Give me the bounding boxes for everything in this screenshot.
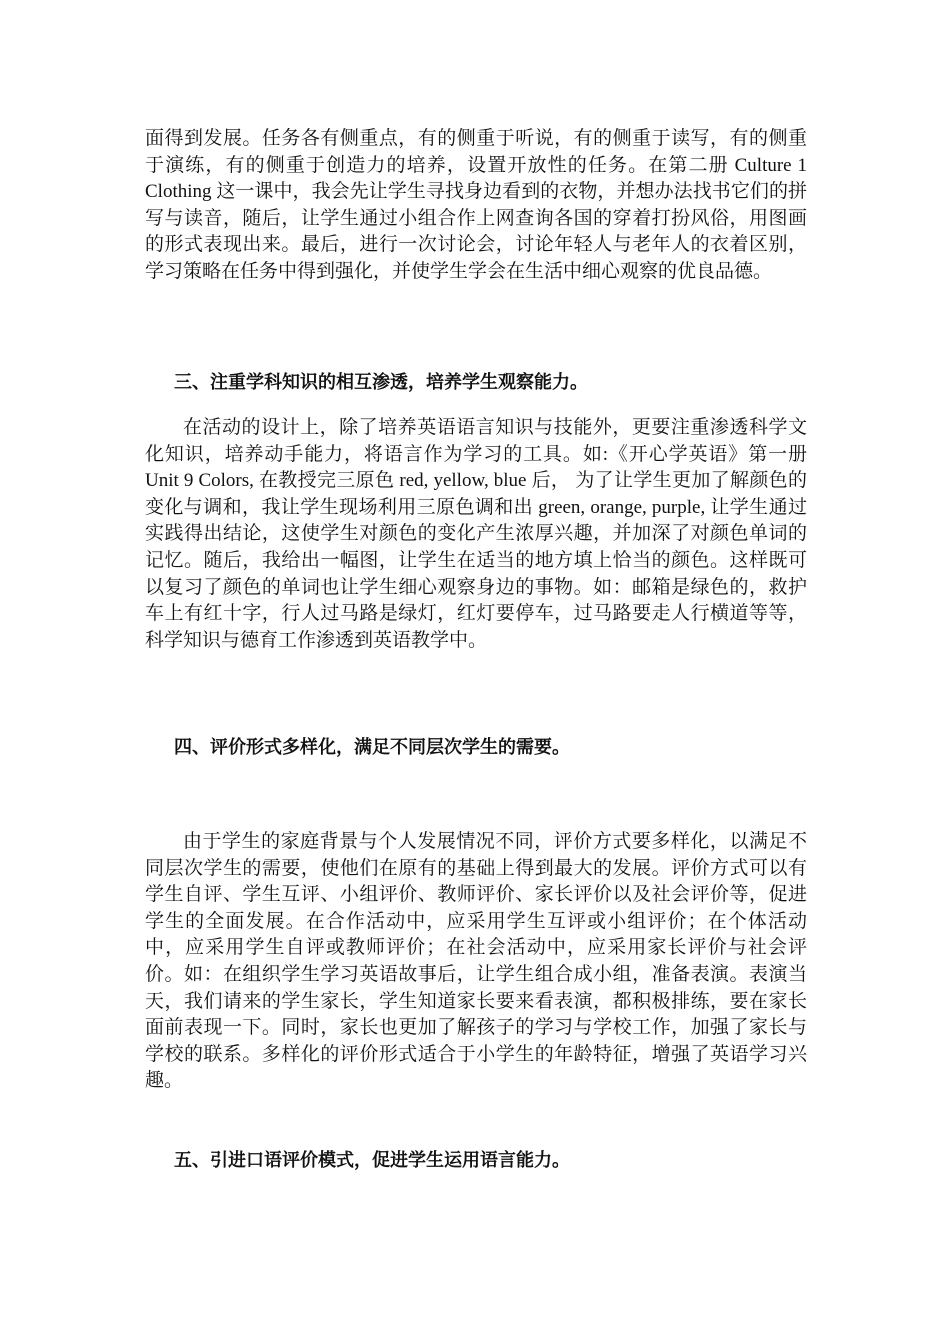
- section-heading-3: 三、注重学科知识的相互渗透，培养学生观察能力。: [174, 372, 588, 393]
- body-paragraph: 面得到发展。任务各有侧重点，有的侧重于听说，有的侧重于读写，有的侧重于演练，有的侧重于创造力的培养，设置开放性的任务。在第二册 Culture 1 Clothing 这一课中，我会先让学生寻找身边看到的衣物，并想办法找书它们的拼写与读音，随后，让学生通过小组合作上网查询各国的穿着打扮风俗，用图画的形式表现出来。最后，进行一次讨论会，讨论年轻人与老年人的衣着区别，学习策略在任务中得到强化，并使学生学会在生活中细心观察的优良品德。: [145, 128, 807, 282]
- body-paragraph: 由于学生的家庭背景与个人发展情况不同，评价方式要多样化，以满足不同层次学生的需要，使他们在原有的基础上得到最大的发展。评价方式可以有学生自评、学生互评、小组评价、教师评价、家长评价以及社会评价等，促进学生的全面发展。在合作活动中，应采用学生互评或小组评价；在个体活动中，应采用学生自评或教师评价；在社会活动中，应采用家长评价与社会评价。如：在组织学生学习英语故事后，让学生组合成小组，准备表演。表演当天，我们请来的学生家长，学生知道家长要来看表演，都积极排练，要在家长面前表现一下。同时，家长也更加了解孩子的学习与学校工作，加强了家长与学校的联系。多样化的评价形式适合于小学生的年龄特征，增强了英语学习兴趣。: [145, 831, 807, 1092]
- section-heading-5: 五、引进口语评价模式，促进学生运用语言能力。: [174, 1150, 570, 1171]
- body-paragraph: 在活动的设计上，除了培养英语语言知识与技能外，更要注重渗透科学文化知识，培养动手能力，将语言作为学习的工具。如:《开心学英语》第一册 Unit 9 Colors, 在教授完三原色 red, yellow, blue 后， 为了让学生更加了解颜色的变化与调和，我让学生现场利用三原色调和出 green, orange, purple, 让学生通过实践得出结论，这使学生对颜色的变化产生浓厚兴趣，并加深了对颜色单词的记忆。随后，我给出一幅图，让学生在适当的地方填上恰当的颜色。这样既可以复习了颜色的单词也让学生细心观察身边的事物。如：邮箱是绿色的，救护车上有红十字，行人过马路是绿灯，红灯要停车，过马路要走人行横道等等，科学知识与德育工作渗透到英语教学中。: [145, 417, 807, 651]
- section-heading-4: 四、评价形式多样化，满足不同层次学生的需要。: [174, 737, 570, 758]
